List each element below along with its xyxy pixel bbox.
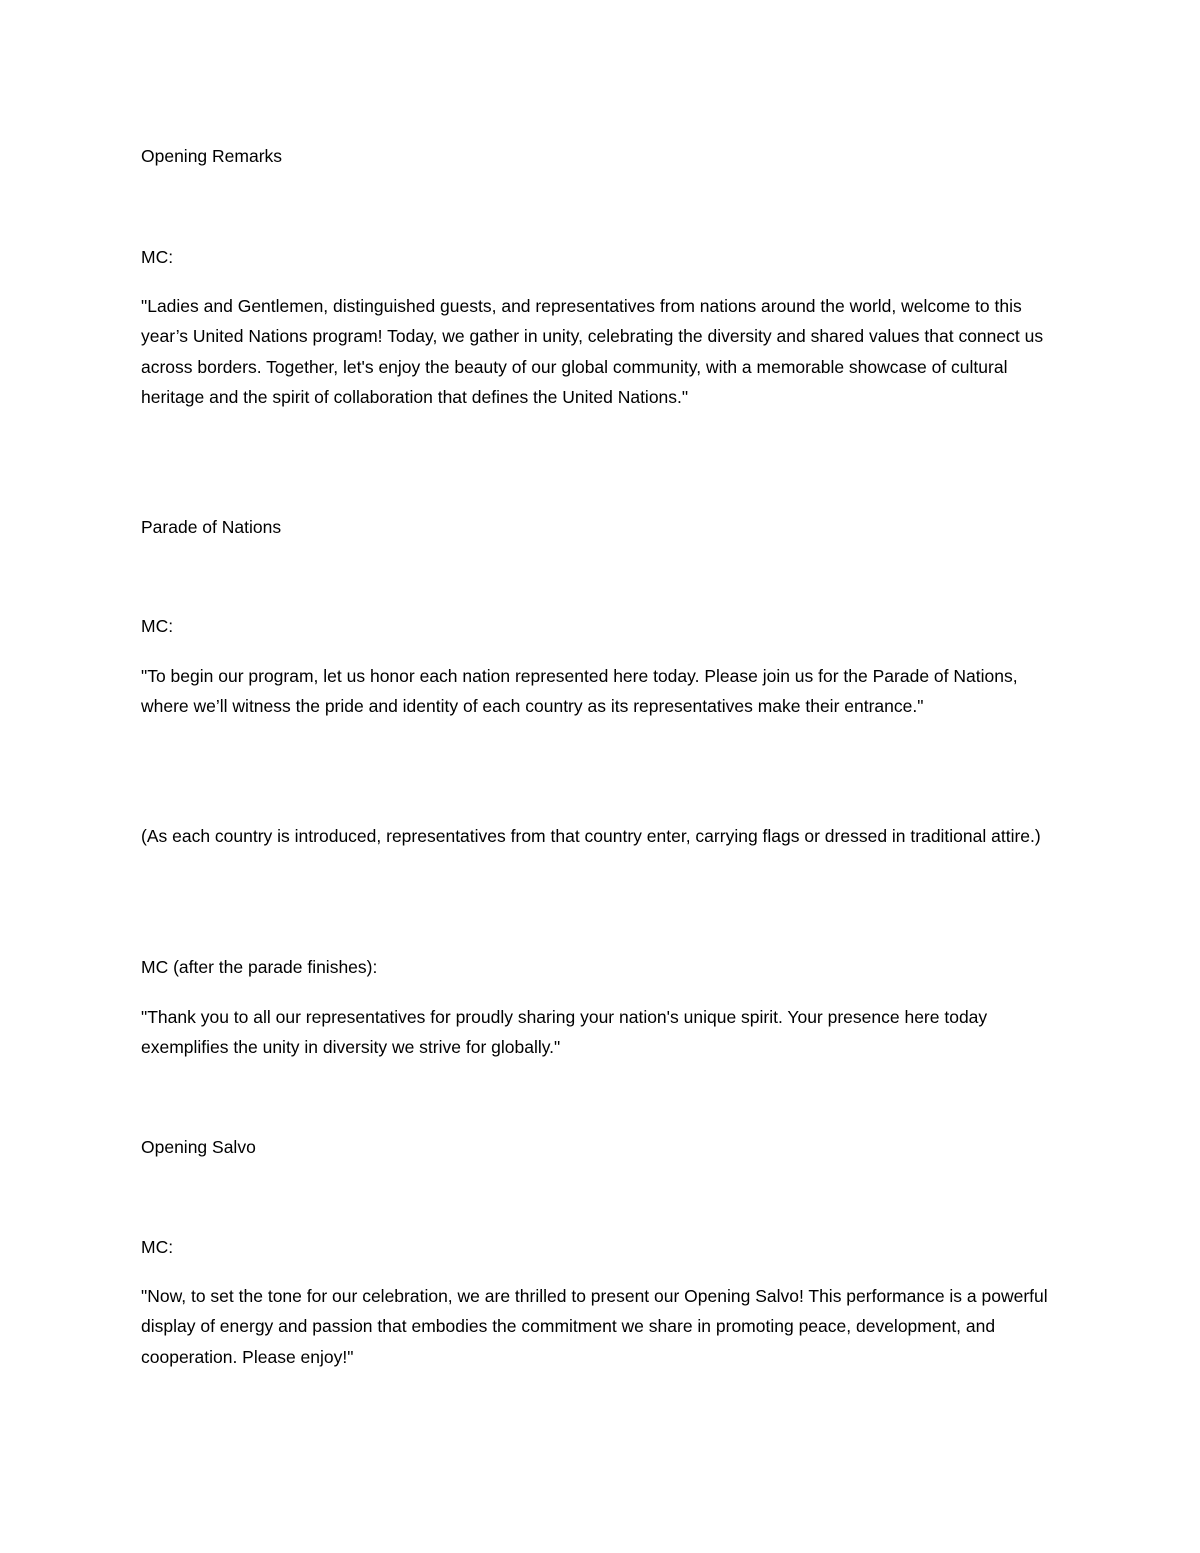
speaker-label: MC: [141, 1237, 174, 1257]
mc-quote-paragraph: "Ladies and Gentlemen, distinguished guests, and representatives from nations around the world, welcome to this year’s United Nations program! Today, we gather in unity, celebrating the diversity and shared values that connect us across borders. Together, let's enjoy the beauty of our global community, with a memorable showcase of cultural heritage and the spirit of collaboration that defines the United Nations." [141, 296, 1044, 407]
section-heading-opening-remarks: Opening Remarks [141, 146, 283, 166]
section-heading-opening-salvo: Opening Salvo [141, 1137, 256, 1157]
stage-direction-paragraph: (As each country is introduced, representatives from that country enter, carrying flags or dressed in traditional attire.) [141, 826, 1041, 846]
section-heading-parade-of-nations: Parade of Nations [141, 517, 282, 537]
speaker-label: MC: [141, 616, 174, 636]
speaker-label: MC: [141, 247, 174, 267]
mc-quote-paragraph: "Now, to set the tone for our celebration, we are thrilled to present our Opening Salvo! This performance is a powerful display of energy and passion that embodies the commitment we share in promoting peace, development, and cooperation. Please enjoy!" [141, 1286, 1048, 1367]
speaker-label: MC (after the parade finishes): [141, 957, 378, 977]
mc-quote-paragraph: "To begin our program, let us honor each nation represented here today. Please join us for the Parade of Nations, where we’ll witness the pride and identity of each country as its representatives make their entrance." [141, 666, 1018, 717]
mc-quote-paragraph: "Thank you to all our representatives for proudly sharing your nation's unique spirit. Your presence here today exemplifies the unity in diversity we strive for globally." [141, 1007, 988, 1058]
